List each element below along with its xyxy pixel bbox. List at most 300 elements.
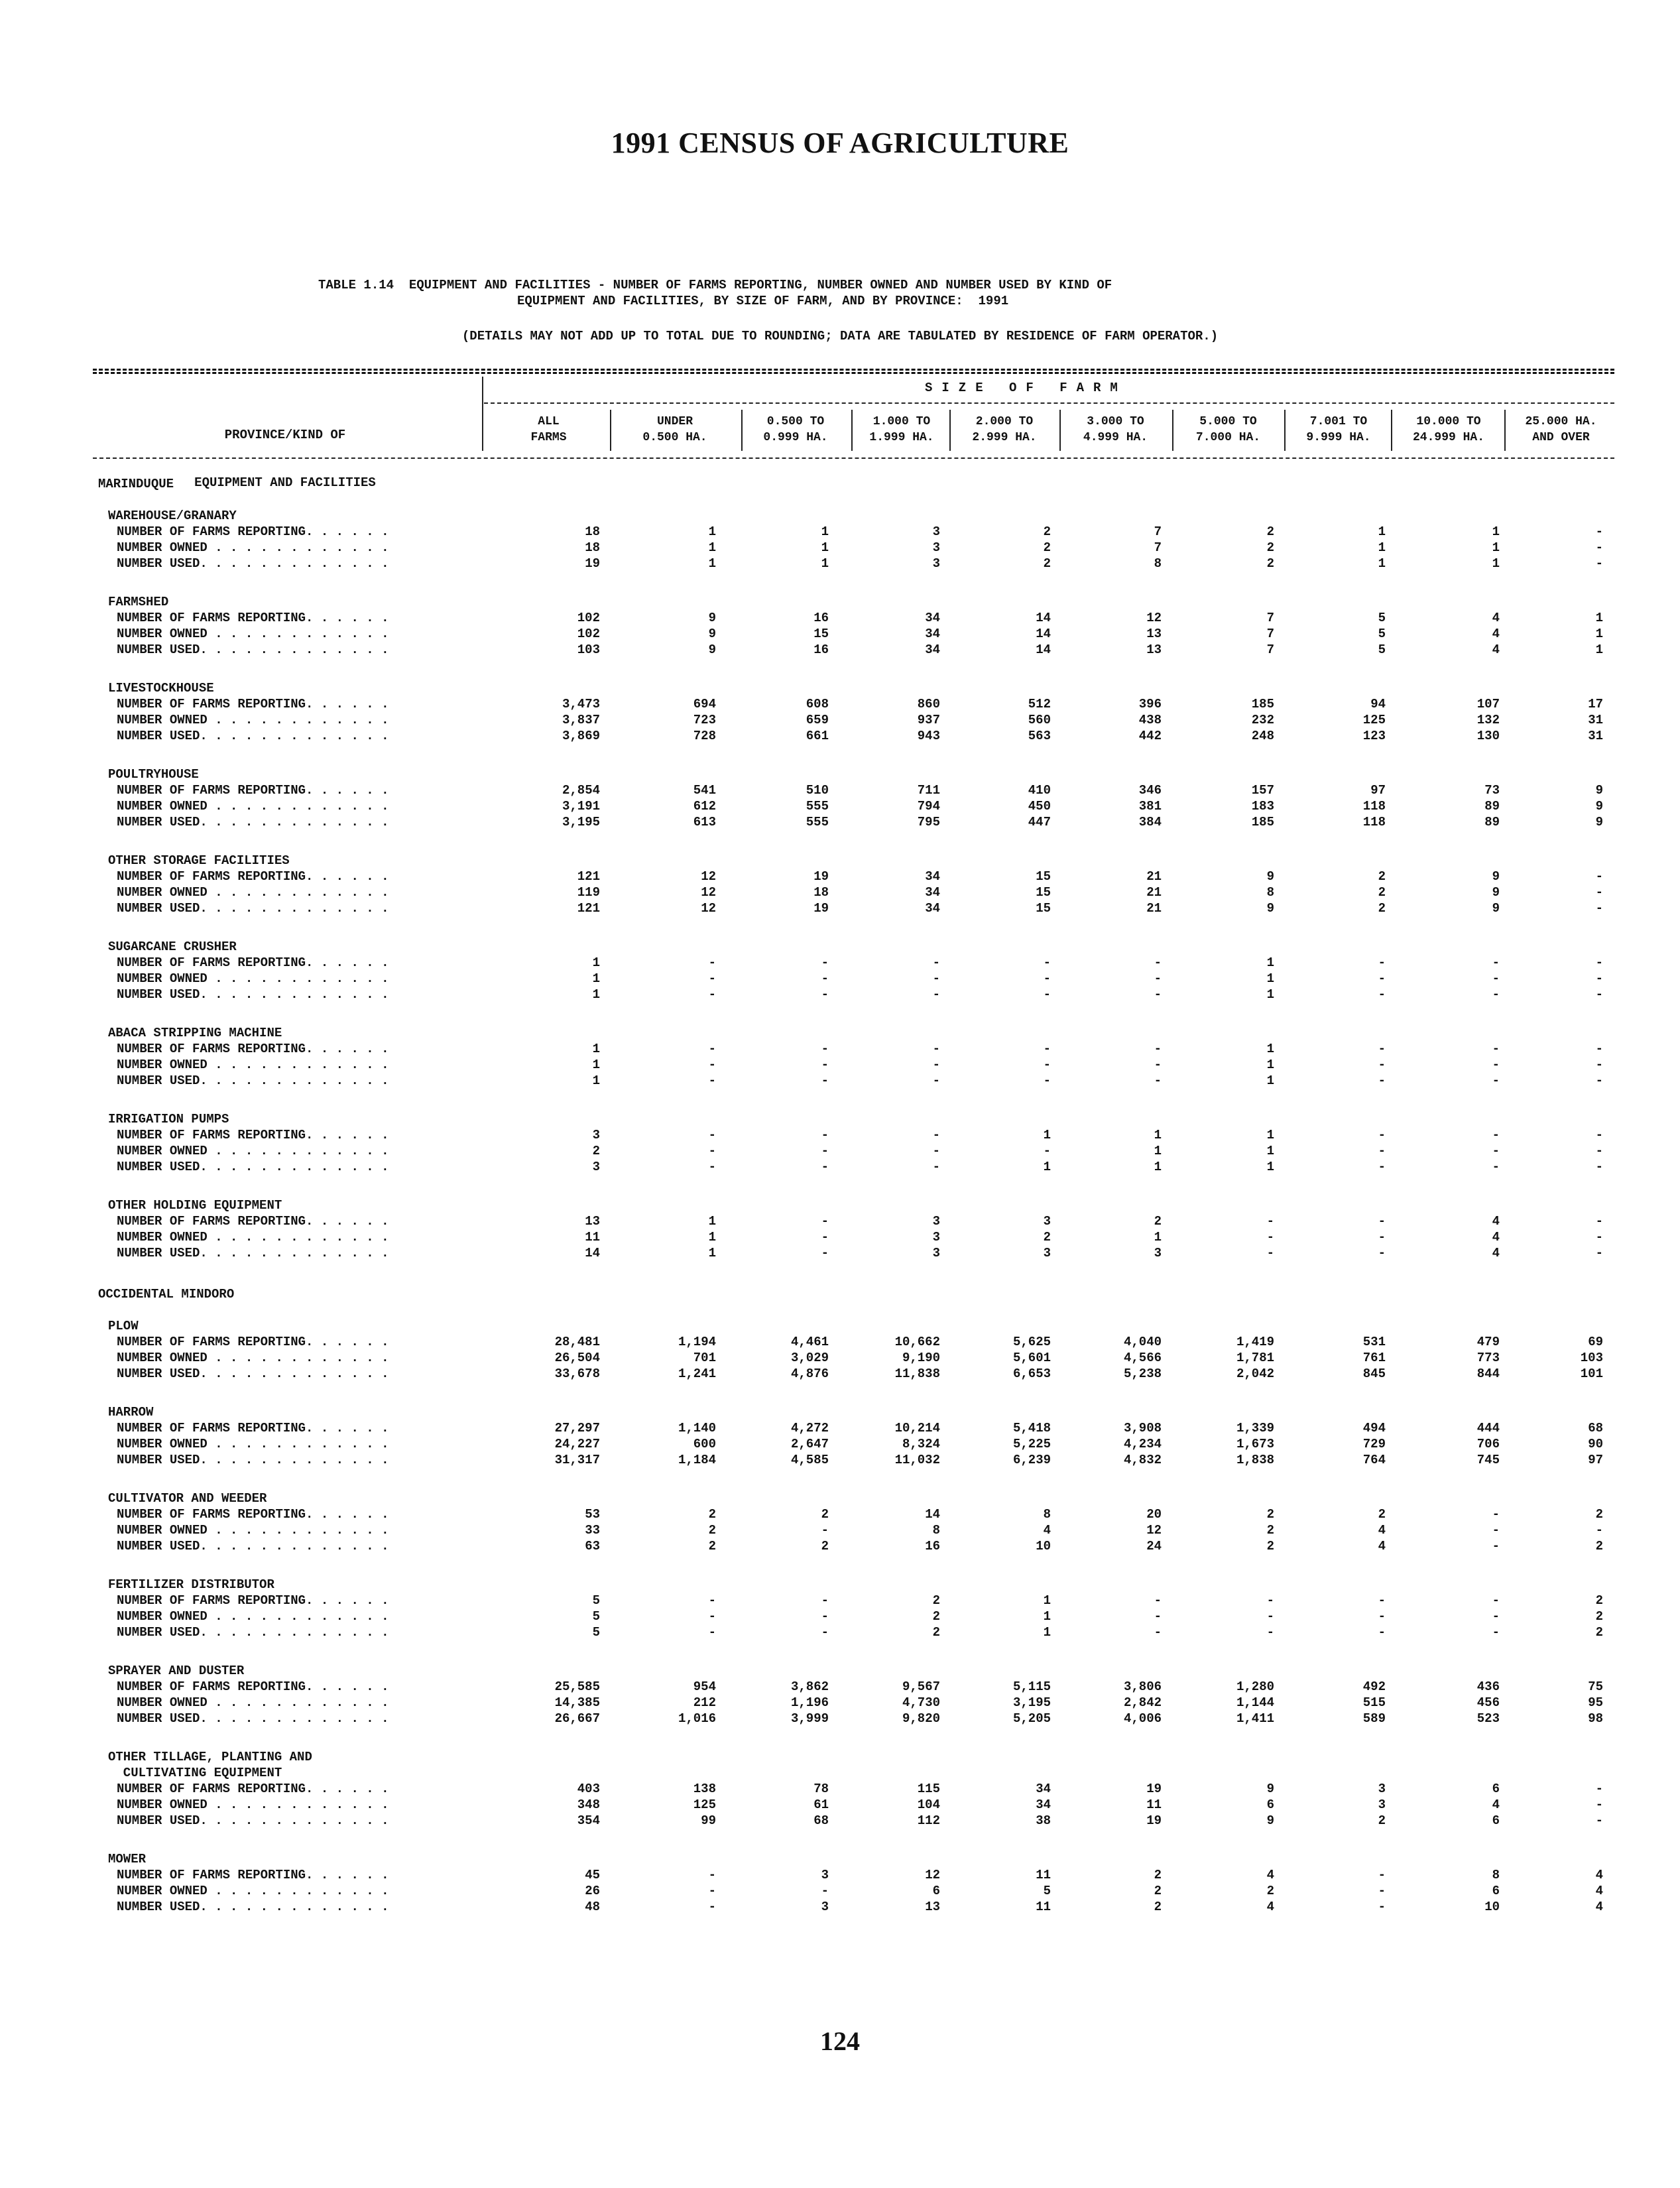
table-cell: - — [1595, 524, 1603, 539]
table-cell: 2 — [708, 1523, 716, 1538]
table-cell: 659 — [806, 713, 829, 727]
table-row — [0, 1899, 1680, 1915]
table-cell: - — [708, 1160, 716, 1174]
table-cell: 13 — [1146, 627, 1162, 641]
table-row — [0, 1797, 1680, 1813]
table-cell: 248 — [1251, 729, 1274, 743]
row-label-reporting: NUMBER OF FARMS REPORTING. . . . . . — [117, 955, 389, 970]
table-cell: 3,837 — [562, 713, 600, 727]
table-cell: 1,419 — [1236, 1335, 1274, 1349]
table-cell: 24,227 — [554, 1437, 600, 1451]
table-cell: 15 — [1036, 885, 1051, 900]
table-row — [0, 1143, 1680, 1159]
table-cell: 438 — [1138, 713, 1162, 727]
table-cell: 3,999 — [790, 1711, 829, 1726]
table-cell: 15 — [1036, 869, 1051, 884]
table-cell: 1,339 — [1236, 1421, 1274, 1435]
table-cell: 4 — [1043, 1523, 1051, 1538]
table-cell: 1 — [1595, 611, 1603, 625]
table-cell: 19 — [585, 556, 600, 571]
table-cell: 1 — [1378, 556, 1386, 571]
table-cell: 6 — [1492, 1813, 1500, 1828]
table-cell: 9 — [1492, 885, 1500, 900]
table-cell: 410 — [1028, 783, 1051, 798]
table-cell: 4,234 — [1123, 1437, 1162, 1451]
table-cell: 661 — [806, 729, 829, 743]
row-label-owned: NUMBER OWNED . . . . . . . . . . . . — [117, 1695, 389, 1710]
column-header-line: 7.000 HA. — [1195, 431, 1261, 444]
table-cell: 1 — [708, 556, 716, 571]
table-cell: - — [708, 955, 716, 970]
table-cell: 7 — [1154, 524, 1162, 539]
table-cell: 5 — [1378, 611, 1386, 625]
table-cell: 34 — [1036, 1797, 1051, 1812]
table-cell: 4,876 — [790, 1367, 829, 1381]
table-cell: 541 — [693, 783, 716, 798]
table-cell: 14,385 — [554, 1695, 600, 1710]
table-cell: 18 — [813, 885, 829, 900]
table-cell: - — [1492, 1507, 1500, 1522]
table-cell: 2 — [1043, 524, 1051, 539]
row-label-used: NUMBER USED. . . . . . . . . . . . . — [117, 815, 389, 829]
table-cell: 1,016 — [678, 1711, 716, 1726]
table-cell: - — [1266, 1609, 1274, 1624]
row-label-owned: NUMBER OWNED . . . . . . . . . . . . — [117, 1144, 389, 1158]
table-cell: 3 — [932, 1214, 940, 1229]
table-cell: 3 — [821, 1868, 829, 1882]
table-cell: - — [932, 1073, 940, 1088]
table-cell: - — [1154, 1042, 1162, 1056]
column-header-line: 9.999 HA. — [1306, 431, 1371, 444]
table-row — [0, 1695, 1680, 1711]
table-cell: 3 — [1378, 1797, 1386, 1812]
table-cell: 20 — [1146, 1507, 1162, 1522]
item-name-row — [0, 1111, 1680, 1127]
province-row — [0, 1286, 1680, 1302]
table-cell: 3,195 — [1012, 1695, 1051, 1710]
table-cell: 4 — [1492, 642, 1500, 657]
table-cell: 1 — [708, 540, 716, 555]
table-cell: - — [1378, 1160, 1386, 1174]
table-cell: 19 — [813, 901, 829, 916]
table-row — [0, 524, 1680, 540]
table-cell: 125 — [693, 1797, 716, 1812]
table-cell: - — [1492, 1128, 1500, 1142]
item-name: OTHER TILLAGE, PLANTING AND — [108, 1750, 312, 1764]
table-row — [0, 798, 1680, 814]
table-cell: 9 — [1492, 901, 1500, 916]
table-cell: 381 — [1138, 799, 1162, 814]
table-cell: 563 — [1028, 729, 1051, 743]
table-cell: - — [1595, 901, 1603, 916]
table-cell: 937 — [917, 713, 940, 727]
table-cell: 12 — [701, 885, 716, 900]
item-name-row — [0, 1318, 1680, 1334]
table-cell: 11,032 — [894, 1453, 940, 1467]
table-cell: 34 — [925, 642, 940, 657]
table-cell: 11,838 — [894, 1367, 940, 1381]
table-cell: 1 — [1266, 1042, 1274, 1056]
table-cell: 711 — [917, 783, 940, 798]
table-cell: 12 — [1146, 1523, 1162, 1538]
column-header-line: ALL — [538, 415, 560, 428]
row-label-owned: NUMBER OWNED . . . . . . . . . . . . — [117, 1609, 389, 1624]
table-cell: 2 — [1378, 885, 1386, 900]
table-cell: 8 — [1266, 885, 1274, 900]
table-cell: 860 — [917, 697, 940, 711]
table-cell: 436 — [1476, 1679, 1500, 1694]
table-row — [0, 1420, 1680, 1436]
table-cell: - — [821, 971, 829, 986]
table-cell: - — [1595, 955, 1603, 970]
table-cell: 34 — [925, 611, 940, 625]
row-label-owned: NUMBER OWNED . . . . . . . . . . . . — [117, 1797, 389, 1812]
table-cell: - — [821, 1214, 829, 1229]
row-label-owned: NUMBER OWNED . . . . . . . . . . . . — [117, 540, 389, 555]
table-cell: 26,504 — [554, 1351, 600, 1365]
table-cell: 1,838 — [1236, 1453, 1274, 1467]
table-cell: 2 — [1378, 901, 1386, 916]
table-cell: - — [1595, 971, 1603, 986]
table-cell: 121 — [577, 869, 600, 884]
table-cell: - — [1378, 955, 1386, 970]
table-cell: 1 — [1266, 1073, 1274, 1088]
table-cell: - — [1154, 1625, 1162, 1640]
column-header-line: 1.999 HA. — [869, 431, 934, 444]
table-cell: - — [821, 1058, 829, 1072]
table-cell: - — [1154, 1073, 1162, 1088]
table-cell: 12 — [701, 869, 716, 884]
table-row — [0, 712, 1680, 728]
table-cell: - — [1595, 1246, 1603, 1260]
table-cell: 185 — [1251, 697, 1274, 711]
table-cell: 3 — [592, 1128, 600, 1142]
table-cell: 1 — [708, 1230, 716, 1245]
item-name-row — [0, 1404, 1680, 1420]
table-cell: - — [1154, 955, 1162, 970]
table-cell: - — [1378, 1246, 1386, 1260]
table-cell: - — [1595, 885, 1603, 900]
table-cell: 5 — [592, 1593, 600, 1608]
table-cell: 1 — [592, 1058, 600, 1072]
row-label-reporting: NUMBER OF FARMS REPORTING. . . . . . — [117, 1507, 389, 1522]
table-cell: 5,238 — [1123, 1367, 1162, 1381]
table-cell: - — [1154, 971, 1162, 986]
page-number: 124 — [820, 2026, 860, 2056]
column-header-line: 3.000 TO — [1087, 415, 1144, 428]
table-cell: 6 — [1492, 1884, 1500, 1898]
row-label-reporting: NUMBER OF FARMS REPORTING. . . . . . — [117, 1128, 389, 1142]
table-cell: - — [1492, 1144, 1500, 1158]
table-cell: 34 — [925, 885, 940, 900]
table-cell: - — [1595, 540, 1603, 555]
table-cell: - — [1154, 1593, 1162, 1608]
table-cell: 2,842 — [1123, 1695, 1162, 1710]
table-cell: 98 — [1588, 1711, 1603, 1726]
table-cell: 2 — [1043, 1230, 1051, 1245]
table-cell: 3,191 — [562, 799, 600, 814]
table-cell: 94 — [1370, 697, 1386, 711]
table-cell: 3,908 — [1123, 1421, 1162, 1435]
table-row — [0, 1213, 1680, 1229]
table-cell: 4,006 — [1123, 1711, 1162, 1726]
item-name: OTHER STORAGE FACILITIES — [108, 853, 290, 868]
table-row — [0, 1538, 1680, 1554]
table-cell: 123 — [1362, 729, 1386, 743]
table-cell: 1,196 — [790, 1695, 829, 1710]
item-name: WAREHOUSE/GRANARY — [108, 509, 237, 523]
table-cell: 4 — [1492, 1214, 1500, 1229]
table-cell: 1 — [708, 1246, 716, 1260]
table-cell: - — [1595, 1523, 1603, 1538]
table-cell: 2,042 — [1236, 1367, 1274, 1381]
table-cell: 3,473 — [562, 697, 600, 711]
table-cell: 10 — [1036, 1539, 1051, 1553]
table-row — [0, 1593, 1680, 1609]
table-cell: - — [1378, 1593, 1386, 1608]
table-cell: 845 — [1362, 1367, 1386, 1381]
table-cell: 125 — [1362, 713, 1386, 727]
table-cell: 2 — [1378, 1507, 1386, 1522]
table-cell: 1 — [1266, 1160, 1274, 1174]
row-label-reporting: NUMBER OF FARMS REPORTING. . . . . . — [117, 1421, 389, 1435]
table-cell: 4 — [1492, 611, 1500, 625]
table-cell: 13 — [1146, 642, 1162, 657]
table-cell: - — [708, 1073, 716, 1088]
row-label-reporting: NUMBER OF FARMS REPORTING. . . . . . — [117, 1868, 389, 1882]
table-cell: 2 — [708, 1539, 716, 1553]
column-header-line: 7.001 TO — [1309, 415, 1368, 428]
row-label-reporting: NUMBER OF FARMS REPORTING. . . . . . — [117, 869, 389, 884]
table-cell: 5,225 — [1012, 1437, 1051, 1451]
table-cell: 14 — [1036, 627, 1051, 641]
table-cell: 26,667 — [554, 1711, 600, 1726]
table-row — [0, 1436, 1680, 1452]
province-name: MARINDUQUE — [98, 477, 174, 491]
item-name-row — [0, 1490, 1680, 1506]
table-cell: 2 — [1266, 524, 1274, 539]
table-cell: 1 — [1043, 1593, 1051, 1608]
table-cell: - — [1595, 1813, 1603, 1828]
table-cell: 69 — [1588, 1335, 1603, 1349]
table-title-line-1: TABLE 1.14 EQUIPMENT AND FACILITIES - NUMBER OF FARMS REPORTING, NUMBER OWNED AND NUMBER USED BY KIND OF — [318, 278, 1112, 292]
table-row — [0, 1883, 1680, 1899]
row-label-used: NUMBER USED. . . . . . . . . . . . . — [117, 556, 389, 571]
table-cell: 1 — [1266, 1128, 1274, 1142]
table-cell: 1 — [1043, 1160, 1051, 1174]
table-cell: 6 — [1266, 1797, 1274, 1812]
table-cell: 450 — [1028, 799, 1051, 814]
table-row — [0, 1366, 1680, 1382]
table-cell: 3 — [592, 1160, 600, 1174]
table-cell: 1 — [1595, 642, 1603, 657]
table-cell: 4 — [1266, 1900, 1274, 1914]
table-cell: 28,481 — [554, 1335, 600, 1349]
table-cell: 4 — [1595, 1884, 1603, 1898]
table-cell: 6,239 — [1012, 1453, 1051, 1467]
table-cell: - — [1043, 1058, 1051, 1072]
table-cell: 2 — [1378, 1813, 1386, 1828]
table-cell: - — [1378, 1042, 1386, 1056]
table-cell: 15 — [1036, 901, 1051, 916]
item-name-row — [0, 1025, 1680, 1041]
row-label-reporting: NUMBER OF FARMS REPORTING. . . . . . — [117, 611, 389, 625]
table-cell: 73 — [1484, 783, 1500, 798]
table-cell: 1,184 — [678, 1453, 716, 1467]
table-cell: - — [1378, 971, 1386, 986]
table-cell: 1 — [1266, 1144, 1274, 1158]
table-cell: 1 — [1378, 540, 1386, 555]
item-name: IRRIGATION PUMPS — [108, 1112, 229, 1126]
table-cell: - — [1378, 1868, 1386, 1882]
table-cell: 4 — [1266, 1868, 1274, 1882]
table-cell: 5 — [592, 1609, 600, 1624]
table-row — [0, 626, 1680, 642]
row-label-used: NUMBER USED. . . . . . . . . . . . . — [117, 1539, 389, 1553]
province-row — [0, 476, 1680, 492]
table-cell: 10,662 — [894, 1335, 940, 1349]
row-label-used: NUMBER USED. . . . . . . . . . . . . — [117, 1246, 389, 1260]
column-header-line: 0.500 TO — [766, 415, 825, 428]
table-cell: 4,566 — [1123, 1351, 1162, 1365]
table-cell: - — [1595, 1042, 1603, 1056]
column-header-line: 24.999 HA. — [1412, 431, 1485, 444]
table-row — [0, 869, 1680, 884]
table-row — [0, 1073, 1680, 1089]
item-name: ABACA STRIPPING MACHINE — [108, 1026, 282, 1040]
table-cell: 2 — [1595, 1539, 1603, 1553]
table-cell: 103 — [1580, 1351, 1603, 1365]
table-cell: 2 — [1043, 556, 1051, 571]
table-cell: 729 — [1362, 1437, 1386, 1451]
table-cell: 2 — [1154, 1214, 1162, 1229]
item-name: FERTILIZER DISTRIBUTOR — [108, 1577, 274, 1592]
table-cell: 2 — [708, 1507, 716, 1522]
table-cell: 354 — [577, 1813, 600, 1828]
table-cell: 21 — [1146, 901, 1162, 916]
table-cell: - — [708, 1884, 716, 1898]
table-cell: 1 — [592, 971, 600, 986]
table-cell: - — [1492, 955, 1500, 970]
table-cell: 4 — [1595, 1900, 1603, 1914]
table-cell: - — [708, 1144, 716, 1158]
table-row — [0, 696, 1680, 712]
table-cell: - — [1043, 1144, 1051, 1158]
table-cell: 97 — [1370, 783, 1386, 798]
table-cell: 3,029 — [790, 1351, 829, 1365]
column-header-line: UNDER — [656, 415, 693, 428]
column-header-line: FARMS — [530, 431, 567, 444]
table-cell: - — [821, 1523, 829, 1538]
table-cell: 1,673 — [1236, 1437, 1274, 1451]
table-cell: 102 — [577, 627, 600, 641]
table-cell: 130 — [1476, 729, 1500, 743]
table-cell: - — [1266, 1230, 1274, 1245]
table-cell: 2 — [1154, 1868, 1162, 1882]
table-cell: 33 — [585, 1523, 600, 1538]
table-cell: 24 — [1146, 1539, 1162, 1553]
table-cell: 8 — [1043, 1507, 1051, 1522]
table-cell: 89 — [1484, 799, 1500, 814]
table-cell: 3,195 — [562, 815, 600, 829]
table-cell: 9 — [708, 627, 716, 641]
table-cell: 14 — [925, 1507, 940, 1522]
table-cell: - — [1492, 1625, 1500, 1640]
table-cell: 7 — [1266, 611, 1274, 625]
table-cell: - — [1595, 869, 1603, 884]
table-row — [0, 1624, 1680, 1640]
row-label-owned: NUMBER OWNED . . . . . . . . . . . . — [117, 1523, 389, 1538]
table-cell: 1 — [1154, 1128, 1162, 1142]
table-cell: - — [1266, 1246, 1274, 1260]
table-cell: 3,806 — [1123, 1679, 1162, 1694]
table-cell: 119 — [577, 885, 600, 900]
table-cell: 447 — [1028, 815, 1051, 829]
table-note: (DETAILS MAY NOT ADD UP TO TOTAL DUE TO ROUNDING; DATA ARE TABULATED BY RESIDENCE OF FARM OPERATOR.) — [461, 329, 1219, 343]
row-label-owned: NUMBER OWNED . . . . . . . . . . . . — [117, 627, 389, 641]
item-name: MOWER — [108, 1852, 147, 1866]
row-label-reporting: NUMBER OF FARMS REPORTING. . . . . . — [117, 1214, 389, 1229]
table-cell: - — [821, 1625, 829, 1640]
table-cell: 2 — [1043, 540, 1051, 555]
table-title-line-2: EQUIPMENT AND FACILITIES, BY SIZE OF FARM, AND BY PROVINCE: 1991 — [517, 294, 1009, 308]
table-cell: 13 — [925, 1900, 940, 1914]
item-name: OTHER HOLDING EQUIPMENT — [108, 1198, 282, 1213]
row-label-reporting: NUMBER OF FARMS REPORTING. . . . . . — [117, 1679, 389, 1694]
row-label-reporting: NUMBER OF FARMS REPORTING. . . . . . — [117, 1335, 389, 1349]
table-cell: - — [821, 987, 829, 1002]
table-cell: 33,678 — [554, 1367, 600, 1381]
table-row — [0, 1506, 1680, 1522]
table-cell: 34 — [925, 627, 940, 641]
table-cell: 16 — [925, 1539, 940, 1553]
table-cell: 1 — [1043, 1128, 1051, 1142]
table-cell: 3 — [1043, 1214, 1051, 1229]
row-label-used: NUMBER USED. . . . . . . . . . . . . — [117, 1711, 389, 1726]
table-cell: 11 — [1146, 1797, 1162, 1812]
table-cell: 61 — [813, 1797, 829, 1812]
row-label-owned: NUMBER OWNED . . . . . . . . . . . . — [117, 713, 389, 727]
table-row — [0, 1229, 1680, 1245]
table-cell: 2 — [1266, 1884, 1274, 1898]
item-name: PLOW — [108, 1319, 139, 1333]
table-cell: 1 — [1266, 987, 1274, 1002]
row-label-used: NUMBER USED. . . . . . . . . . . . . — [117, 642, 389, 657]
table-cell: 78 — [813, 1782, 829, 1796]
table-row — [0, 1350, 1680, 1366]
table-cell: 2 — [1378, 869, 1386, 884]
table-cell: 3 — [1154, 1246, 1162, 1260]
item-name: CULTIVATING EQUIPMENT — [108, 1766, 282, 1780]
table-cell: - — [1492, 1593, 1500, 1608]
table-cell: 4,272 — [790, 1421, 829, 1435]
item-name-row — [0, 1851, 1680, 1867]
table-cell: 4,730 — [902, 1695, 940, 1710]
row-label-owned: NUMBER OWNED . . . . . . . . . . . . — [117, 1437, 389, 1451]
table-cell: 14 — [1036, 642, 1051, 657]
table-cell: 1 — [1154, 1230, 1162, 1245]
table-cell: 99 — [701, 1813, 716, 1828]
table-cell: 442 — [1138, 729, 1162, 743]
table-cell: 4 — [1378, 1539, 1386, 1553]
table-cell: 4 — [1492, 1246, 1500, 1260]
table-cell: 2 — [1266, 1507, 1274, 1522]
table-row — [0, 540, 1680, 556]
table-cell: - — [1043, 971, 1051, 986]
table-cell: 101 — [1580, 1367, 1603, 1381]
table-cell: 102 — [577, 611, 600, 625]
table-cell: 9,567 — [902, 1679, 940, 1694]
